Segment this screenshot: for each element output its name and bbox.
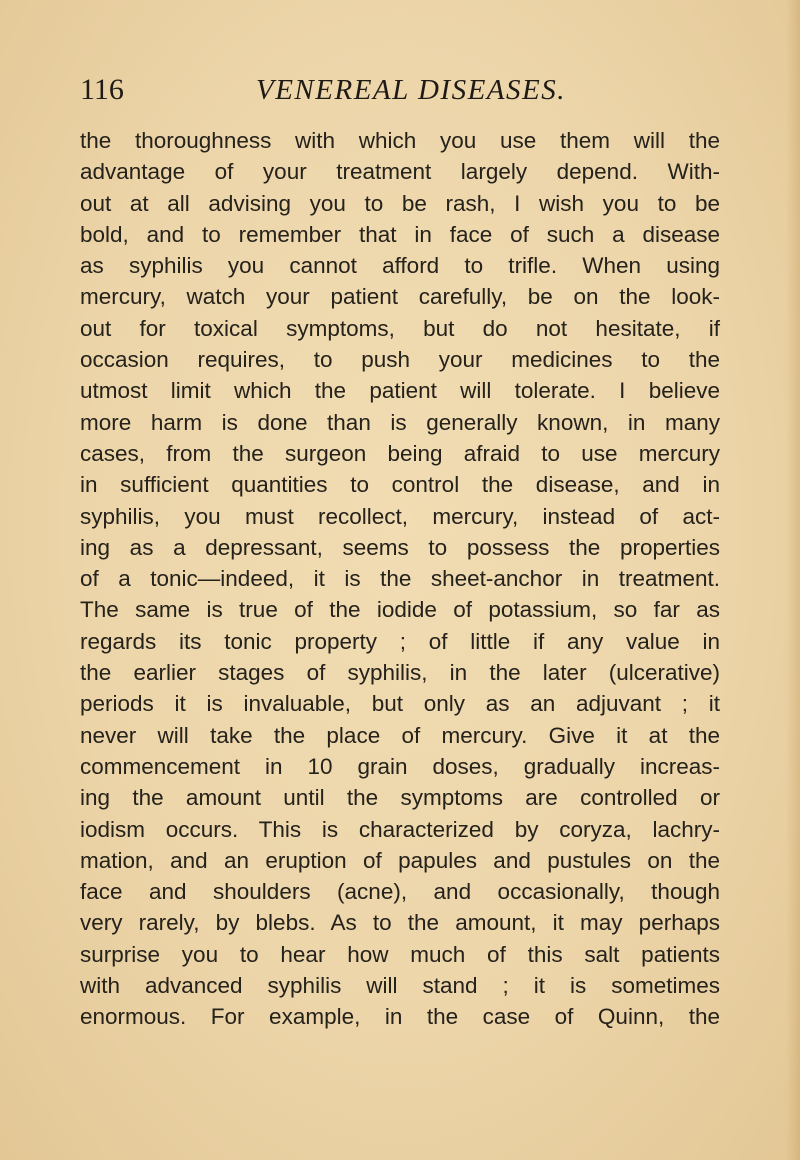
text-line: very rarely, by blebs. As to the amount, it may perhaps xyxy=(80,910,720,936)
text-line: the thoroughness with which you use them will the xyxy=(80,128,720,153)
text-line: syphilis, you must recollect, mercury, instead of act- xyxy=(80,503,720,529)
text-line: with advanced syphilis will stand ; it is sometimes xyxy=(80,973,720,999)
text-line: advantage of your treatment largely depend. With- xyxy=(80,159,720,185)
text-line: in sufficient quantities to control the disease, and in xyxy=(80,472,720,498)
text-line: face and shoulders (acne), and occasionally, though xyxy=(80,879,720,905)
page-header xyxy=(80,70,720,110)
body-text xyxy=(80,125,720,1033)
text-line: The same is true of the iodide of potassium, so far as xyxy=(80,597,720,623)
page-number: 116 xyxy=(80,73,124,106)
text-line: the earlier stages of syphilis, in the later (ulcerative) xyxy=(80,660,720,686)
text-line: ing the amount until the symptoms are controlled or xyxy=(80,785,720,811)
text-line: regards its tonic property ; of little if any value in xyxy=(80,628,720,654)
text-line: out at all advising you to be rash, I wish you to be xyxy=(80,190,720,216)
text-line: out for toxical symptoms, but do not hesitate, if xyxy=(80,315,720,341)
text-line: mercury, watch your patient carefully, be on the look- xyxy=(80,284,720,310)
text-line: cases, from the surgeon being afraid to use mercury xyxy=(80,440,720,466)
text-line: commencement in 10 grain doses, gradually increas- xyxy=(80,753,720,779)
text-line: never will take the place of mercury. Give it at the xyxy=(80,722,720,748)
text-line: more harm is done than is generally known, in many xyxy=(80,409,720,435)
text-line: utmost limit which the patient will tolerate. I believe xyxy=(80,378,720,404)
text-line: iodism occurs. This is characterized by coryza, lachry- xyxy=(80,816,720,842)
text-line: of a tonic—indeed, it is the sheet-anchor in treatment. xyxy=(80,566,720,592)
running-title: VENEREAL DISEASES. xyxy=(256,74,566,106)
text-line: bold, and to remember that in face of such a disease xyxy=(80,221,720,247)
page-edge-shadow xyxy=(786,0,800,1160)
text-line: periods it is invaluable, but only as an adjuvant ; it xyxy=(80,691,720,717)
text-line: occasion requires, to push your medicines to the xyxy=(80,347,720,373)
text-line: enormous. For example, in the case of Quinn, the xyxy=(80,1004,720,1030)
text-line: ing as a depressant, seems to possess the properties xyxy=(80,534,720,560)
text-line: mation, and an eruption of papules and pustules on the xyxy=(80,847,720,873)
text-line: surprise you to hear how much of this salt patients xyxy=(80,941,720,967)
text-line: as syphilis you cannot afford to trifle. When using xyxy=(80,253,720,279)
